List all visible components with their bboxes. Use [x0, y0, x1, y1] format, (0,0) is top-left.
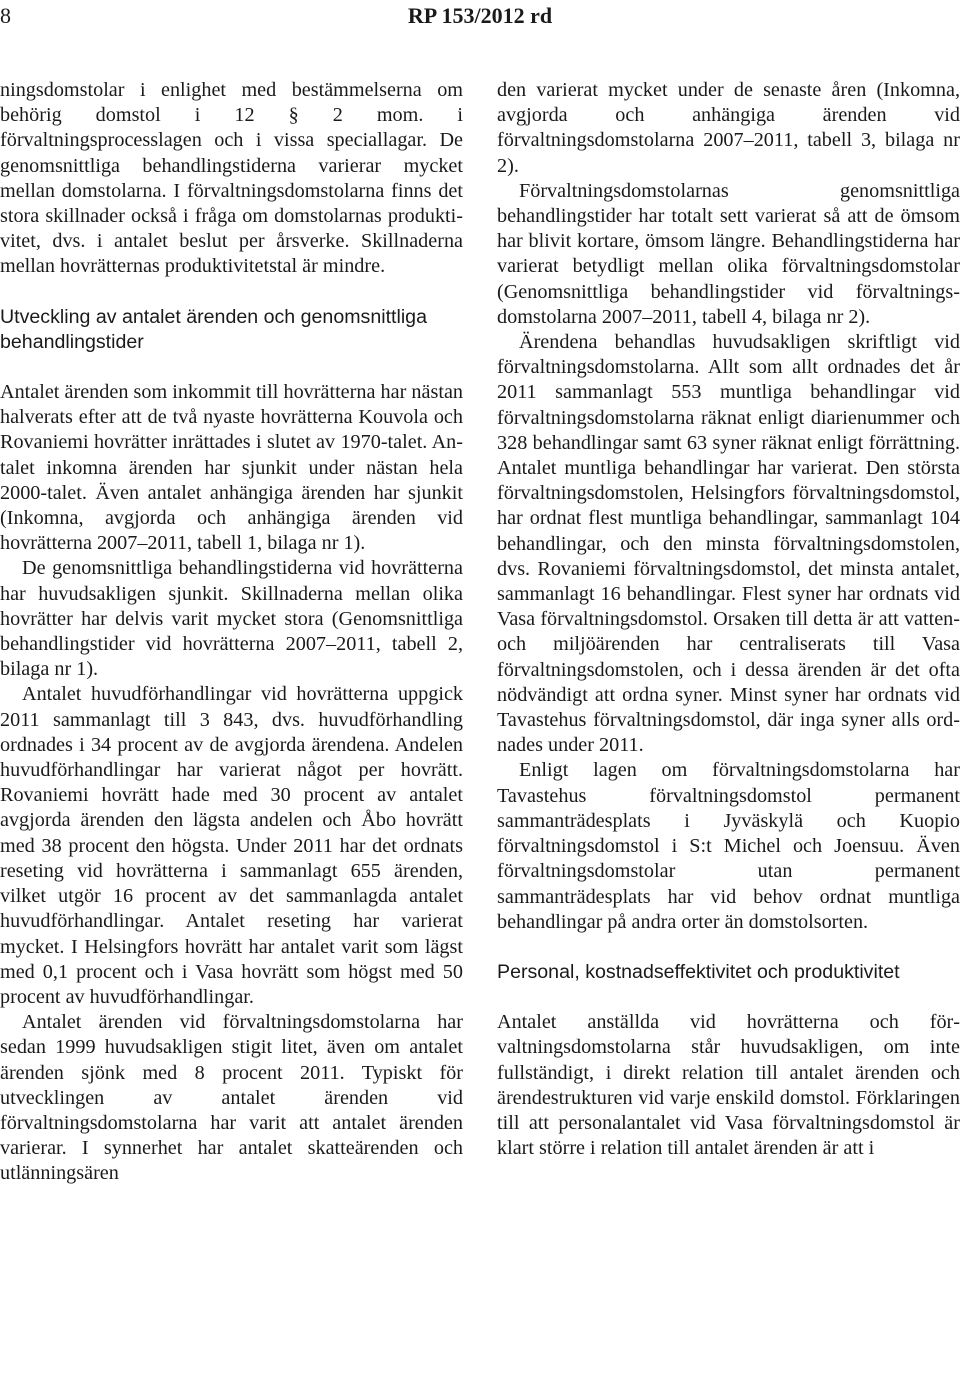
- section-heading-development: Utveckling av antalet ärenden och genomsnittliga behandlingstider: [0, 305, 427, 353]
- paragraph: Antalet ärenden som inkommit till hovrätterna har nästan halverats efter att de två nyaste hovrätterna Kouvola och Rovaniemi hovrätter inrättades i slutet av 1970-talet. Antalet inkomna ärenden har sjunkit under nästan hela 2000-talet. Även antalet anhängiga ärenden har sjunkit (Inkomna, avgjorda och anhängiga ärenden vid hovrätterna 2007–2011, tabell 1, bilaga nr 1).: [0, 381, 463, 555]
- right-column: [497, 78, 960, 1161]
- paragraph-continuation: ningsdomstolar i enlighet med bestämmelserna om behörig domstol i 12 § 2 mom. i förvaltningsprocesslagen och i vissa speciallagar. De genomsnittliga behandlingstiderna varierar mycket mellan domstolarna. I förvaltningsdomstolarna finns det stora skillnader också i fråga om domstolarnas produktivitet, dvs. i antalet beslut per årsverke. Skillnaderna mellan hovrätternas produktivitetstal är mindre.: [0, 79, 463, 278]
- paragraph: Förvaltningsdomstolarnas genomsnittliga behandlingstider har totalt sett varierat så att de ömsom har blivit kortare, ömsom längre. Behandlingstiderna har varierat betydligt mellan olika förvaltningsdomstolar (Genomsnittliga behandlingstider vid förvaltningsdomstolarna 2007–2011, tabell 4, bilaga nr 2).: [497, 179, 960, 328]
- paragraph: Antalet huvudförhandlingar vid hovrätterna uppgick 2011 sammanlagt till 3 843, dvs. huvudförhandling ordnades i 34 procent av de avgjorda ärendena. Andelen huvudförhandlingar har varierat något per hovrätt. Rovaniemi hovrätt hade med 30 procent av antalet avgjorda ärenden den lägsta andelen och Åbo hovrätt med 38 procent den högsta. Under 2011 har det ordnats reseting vid hovrätterna i sammanlagt 655 ärenden, vilket utgör 16 procent av det sammanlagda antalet huvudförhandlingar. Antalet reseting har varierat mycket. I Helsingfors hovrätt har antalet varit som lägst med 0,1 procent och i Vasa hovrätt som högst med 50 procent av huvudförhandlingar.: [0, 683, 463, 1008]
- paragraph: De genomsnittliga behandlingstiderna vid hovrätterna har huvudsakligen sjunkit. Skillnaderna mellan olika hovrätter har delvis varit mycket stora (Genomsnittliga behandlingstider vid hovrätterna 2007–2011, tabell 2, bilaga nr 1).: [0, 557, 463, 681]
- paragraph: Antalet ärenden vid förvaltningsdomstolarna har sedan 1999 huvudsakligen stigit litet, även om antalet ärenden sjönk med 8 procent 2011. Typiskt för utvecklingen av antalet ärenden vid förvaltningsdomstolarna har varit att antalet ärenden varierar. I synnerhet har antalet skatteärenden och utlänningsären: [0, 1011, 463, 1185]
- paragraph: Enligt lagen om förvaltningsdomstolarna har Tavastehus förvaltningsdomstol permanent sammanträdesplats i Jyväskylä och Kuopio förvaltningsdomstol i S:t Michel och Joensuu. Även förvaltningsdomstolar utan permanent sammanträdesplats har vid behov ordnat muntliga behandlingar på andra orter än domstolsorten.: [497, 759, 960, 933]
- paragraph-continuation: den varierat mycket under de senaste åren (Inkomna, avgjorda och anhängiga ärenden vid förvaltningsdomstolarna 2007–2011, tabell 3, bilaga nr 2).: [497, 79, 960, 177]
- paragraph: Ärendena behandlas huvudsakligen skriftligt vid förvaltningsdomstolarna. Allt som allt ordnades det år 2011 sammanlagt 553 muntliga behandlingar vid förvaltningsdomstolarna räknat enligt diarienummer och 328 behandlingar samt 63 syner räknat enligt förrättning. Antalet muntliga behandlingar har varierat. Den största förvaltningsdomstolen, Helsingfors förvaltningsdomstol, har ordnat flest muntliga behandlingar, sammanlagt 104 behandlingar, och den minsta förvaltningsdomstolen, dvs. Rovaniemi förvaltningsdomstol, det minsta antalet, sammanlagt 16 behandlingar. Flest syner har ordnats vid Vasa förvaltningsdomstol. Orsaken till detta är att vatten- och miljöärenden har centraliserats till Vasa förvaltningsdomstolen, och i dessa ärenden är det ofta nödvändigt att ordna syner. Minst syner har ordnats vid Tavastehus förvaltningsdomstol, där inga syner alls ordnades under 2011.: [497, 331, 960, 757]
- section-heading-personnel: Personal, kostnadseffektivitet och produktivitet: [497, 960, 900, 983]
- running-title: RP 153/2012 rd: [407, 3, 553, 28]
- page-number: 8: [0, 3, 11, 28]
- paragraph: Antalet anställda vid hovrätterna och förvaltningsdomstolarna står huvudsakligen, om inte fullständigt, i direkt relation till antalet ärenden och ärendestrukturen vid varje enskild domstol. Förklaringen till att personalantalet vid Vasa förvaltningsdomstol är klart större i relation till antalet ärenden är att i: [497, 1011, 960, 1160]
- left-column: [0, 78, 463, 1187]
